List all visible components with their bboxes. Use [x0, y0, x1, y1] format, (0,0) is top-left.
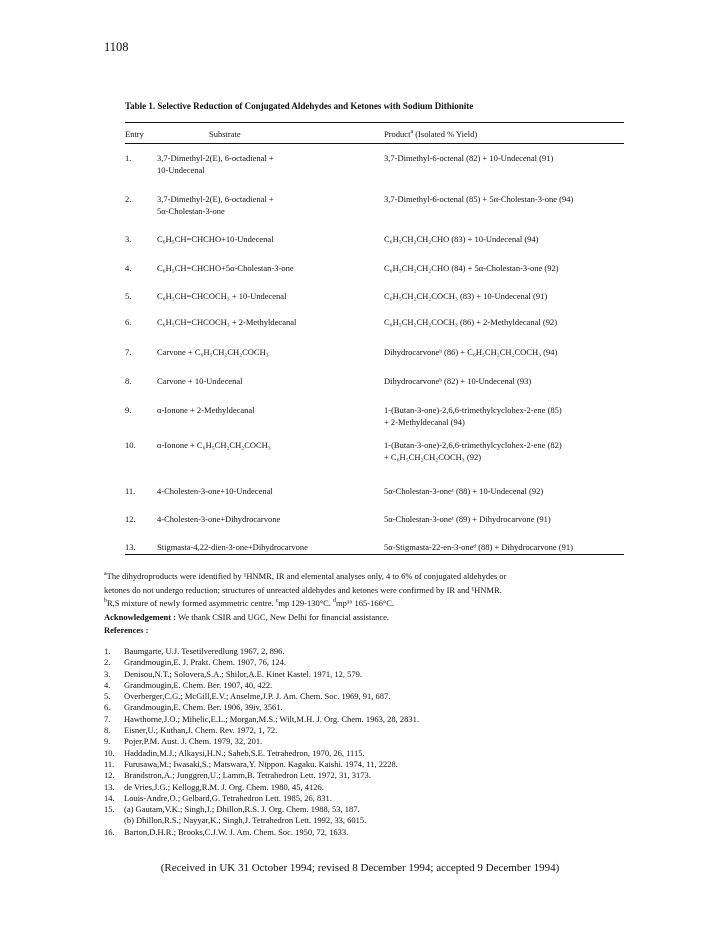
entry-number: 8.	[125, 376, 132, 386]
product-cell: C₆H₅CH₂CH₂CHO (83) + 10-Undecenal (94)	[384, 234, 539, 244]
reference-text: Grandmougin,E. Chem. Ber. 1907, 40, 422.	[124, 679, 273, 690]
reference-text: Baumgarte, U.J. Tesetilveredlung 1967, 2, 896.	[124, 646, 285, 656]
page-number: 1108	[104, 40, 129, 54]
acknowledgement	[104, 611, 644, 625]
substrate-cell: 4-Cholesten-3-one+10-Undecenal	[157, 486, 273, 496]
reference-text: Overberger,C.G.; McGill,E.V.; Anselme,J.P. J. Am. Chem. Soc. 1969, 91, 687.	[124, 691, 391, 702]
header-product-footnote-mark: a	[410, 129, 414, 136]
reference-text: Grandmougin,E. J. Prakt. Chem. 1907, 76, 124.	[124, 657, 286, 668]
header-product	[384, 129, 477, 139]
footnote-d-mark: d	[333, 598, 336, 605]
table-caption: Table 1. Selective Reduction of Conjugated Aldehydes and Ketones with Sodium Dithionite	[125, 101, 474, 111]
substrate-cell: Stigmasta-4,22-dien-3-one+Dihydrocarvone	[157, 542, 308, 552]
reference-text: (a) Gautam,V.K.; Singh,J.; Dhillon,R.S. J. Org. Chem. 1988, 53, 187.	[124, 804, 360, 815]
reference-text: Grandmougin,E. Chem. Ber. 1906, 39iv, 3561.	[124, 702, 283, 713]
footnote-b-text: R,S mixture of newly formed asymmetric centre.	[106, 598, 276, 608]
reference-number: 14.	[104, 792, 115, 803]
entry-number: 5.	[125, 291, 132, 301]
reference-number: 11.	[104, 758, 115, 769]
entry-number: 2.	[125, 194, 132, 204]
reference-item	[104, 782, 644, 793]
reference-item	[104, 804, 644, 815]
reference-item	[104, 691, 644, 702]
reference-item	[104, 680, 644, 691]
reference-number: 7.	[104, 713, 111, 724]
reference-number: 5.	[104, 691, 111, 702]
reference-number: 2.	[104, 657, 111, 668]
entry-number: 11.	[125, 486, 136, 496]
reference-text: Furusawa,M.; Iwasaki,S.; Matswara,Y. Nippon. Kagaku. Kaishi. 1974, 11, 2228.	[124, 758, 398, 769]
reference-number: 12.	[104, 770, 115, 781]
substrate-cell: 3,7-Dimethyl-2(E), 6-octadienal + 5α-Cholestan-3-one	[157, 194, 274, 216]
product-cell: 3,7-Dimethyl-6-octenal (82) + 10-Undecenal (91)	[384, 153, 554, 163]
reference-item	[104, 770, 644, 781]
product-cell: 3,7-Dimethyl-6-octenal (85) + 5α-Cholestan-3-one (94)	[384, 194, 574, 204]
footnote-c-mark: c	[275, 598, 279, 605]
footnote-a-line1	[104, 570, 644, 584]
reference-list	[104, 646, 644, 838]
footnote-d-text: mp¹⁶ 165-166°C.	[336, 598, 395, 608]
reference-item	[104, 748, 644, 759]
reference-item	[104, 815, 644, 826]
table-bottom-rule	[125, 554, 624, 555]
substrate-cell: C₆H₅CH=CHCOCH₃ + 2-Methyldecanal	[157, 317, 297, 327]
substrate-cell: Carvone + 10-Undecenal	[157, 376, 243, 386]
header-entry: Entry	[125, 129, 144, 139]
reference-number: 4.	[104, 679, 111, 690]
reference-item	[104, 736, 644, 747]
reference-item	[104, 646, 644, 657]
acknowledgement-text: We thank CSIR and UGC, New Delhi for financial assistance.	[176, 611, 390, 622]
substrate-cell: Carvone + C₆H₅CH₂CH₂COCH₃	[157, 347, 269, 357]
reference-text: Barton,D.H.R.; Brooks,C.J.W. J. Am. Chem. Soc. 1950, 72, 1633.	[124, 826, 349, 837]
substrate-cell: C₆H₅CH=CHCHO+10-Undecenal	[157, 234, 274, 244]
received-dates: (Received in UK 31 October 1994; revised 8 December 1994; accepted 9 December 1994)	[160, 862, 560, 874]
substrate-cell: 4-Cholesten-3-one+Dihydrocarvone	[157, 514, 281, 524]
reference-number: 15.	[104, 804, 115, 815]
reference-item	[104, 793, 644, 804]
product-cell: C₆H₅CH₂CH₂COCH₃ (83) + 10-Undecenal (91)	[384, 291, 548, 301]
product-cell: 5α-Stigmasta-22-en-3-oneᵈ (88) + Dihydrocarvone (91)	[384, 542, 573, 552]
header-product-yield: (Isolated % Yield)	[413, 129, 478, 139]
substrate-cell: α-Ionone + 2-Methyldecanal	[157, 405, 255, 415]
footnote-a-line2: ketones do not undergo reduction; structures of unreacted aldehydes and ketones were confirmed by IR and ¹HNMR.	[104, 584, 502, 595]
footnote-a-text: The dihydroproducts were identified by ¹HNMR, IR and elemental analyses only, 4 to 6% of conjugated aldehydes or	[106, 571, 507, 581]
product-cell: C₆H₅CH₂CH₂CHO (84) + 5α-Cholestan-3-one (92)	[384, 263, 559, 273]
substrate-cell: 3,7-Dimethyl-2(E), 6-octadienal + 10-Undecenal	[157, 153, 274, 175]
reference-item	[104, 725, 644, 736]
acknowledgement-label: Acknowledgement :	[104, 611, 177, 622]
reference-text: de Vries,J.G.; Kellogg,R.M. J. Org. Chem. 1980, 45, 4126.	[124, 781, 324, 792]
reference-item	[104, 759, 644, 770]
reference-item	[104, 714, 644, 725]
entry-number: 1.	[125, 153, 132, 163]
footnote-b-mark: b	[104, 598, 107, 605]
reference-number: 6.	[104, 702, 111, 713]
entry-number: 10.	[125, 440, 136, 450]
substrate-cell: C₆H₅CH=CHCOCH₃ + 10-Undecenal	[157, 291, 287, 301]
product-cell: 1-(Butan-3-one)-2,6,6-trimethylcyclohex-2-ene (82) + C₆H₅CH₂CH₂COCH₃ (92)	[384, 440, 562, 462]
header-product-text: Product	[384, 129, 411, 139]
footnote-c-text: mp 129-130°C.	[278, 598, 334, 608]
entry-number: 3.	[125, 234, 132, 244]
product-cell: 1-(Butan-3-one)-2,6,6-trimethylcyclohex-2-ene (85) + 2-Methyldecanal (94)	[384, 405, 562, 427]
entry-number: 9.	[125, 405, 132, 415]
reference-text: Louis-Andre,O.; Gelbard,G. Tetrahedron Lett. 1985, 26, 831.	[124, 792, 332, 803]
table-top-rule	[125, 122, 624, 123]
reference-number: 3.	[104, 668, 111, 679]
product-cell: 5α-Cholestan-3-oneᶜ (89) + Dihydrocarvone (91)	[384, 514, 551, 524]
product-cell: 5α-Cholestan-3-oneᶜ (88) + 10-Undecenal (92)	[384, 486, 544, 496]
reference-text: Eisner,U.; Kuthan,J. Chem. Rev. 1972, 1, 72.	[124, 725, 278, 736]
product-cell: Dihydrocarvoneᵇ (82) + 10-Undecenal (93)	[384, 376, 532, 386]
footnote-a-mark: a	[104, 571, 107, 578]
entry-number: 4.	[125, 263, 132, 273]
reference-text: Denisou,N.T.; Solovera,S.A.; Shilor,A.E. Kinet Kastel. 1971, 12, 579.	[124, 668, 362, 679]
reference-text: Pojer,P.M. Aust. J. Chem. 1979, 32, 201.	[124, 736, 263, 747]
reference-number: 10.	[104, 747, 115, 758]
reference-number: 9.	[104, 736, 111, 747]
reference-number: 16.	[104, 826, 115, 837]
table-header-rule	[125, 143, 624, 144]
reference-text: Haddadin,M.J.; Alkaysi,H.N.; Saheb,S.E. Tetrahedron, 1970, 26, 1115.	[124, 747, 365, 758]
entry-number: 7.	[125, 347, 132, 357]
substrate-cell: α-Ionone + C₆H₅CH₂CH₂COCH₃	[157, 440, 271, 450]
references-heading: References :	[104, 625, 149, 635]
footnote-bcd	[104, 597, 644, 611]
reference-item	[104, 669, 644, 680]
reference-number: 8.	[104, 725, 111, 736]
reference-item	[104, 657, 644, 668]
entry-number: 13.	[125, 542, 136, 552]
product-cell: Dihydrocarvoneᵇ (86) + C₆H₅CH₂CH₂COCH₃ (94)	[384, 347, 558, 357]
entry-number: 6.	[125, 317, 132, 327]
reference-text: (b) Dhillon,R.S.; Nayyar,K.; Singh,J. Tetrahedron Lett. 1992, 33, 6015.	[124, 815, 367, 826]
header-substrate: Substrate	[209, 129, 241, 139]
product-cell: C₆H₅CH₂CH₂COCH₃ (86) + 2-Methyldecanal (92)	[384, 317, 558, 327]
entry-number: 12.	[125, 514, 136, 524]
reference-item	[104, 702, 644, 713]
substrate-cell: C₆H₅CH=CHCHO+5α-Cholestan-3-one	[157, 263, 294, 273]
reference-number: 13.	[104, 781, 115, 792]
footnotes	[104, 570, 644, 638]
reference-text: Hawthorne,J.O.; Mihelic,E.L.; Morgan,M.S.; Wilt,M.H. J. Org. Chem. 1963, 28, 2831.	[124, 713, 420, 724]
reference-number: 1.	[104, 646, 111, 656]
reference-item	[104, 827, 644, 838]
reference-text: Brandstron,A.; Junggren,U.; Lamm,B. Tetrahedron Lett. 1972, 31, 3173.	[124, 770, 371, 781]
